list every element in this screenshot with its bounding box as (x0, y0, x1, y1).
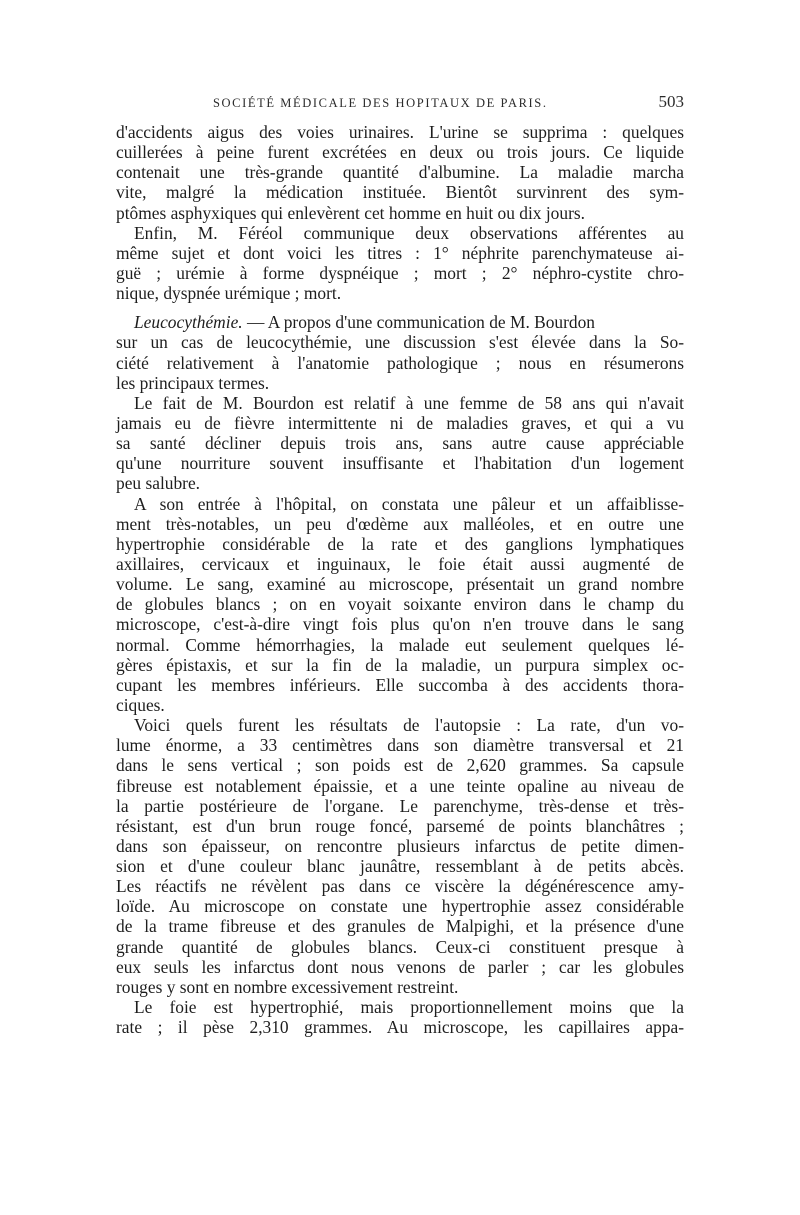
text-line: Enfin, M. Féréol communique deux observations afférentes au (134, 222, 684, 243)
paragraph-foie (116, 997, 684, 1037)
paragraph-accidents-aigus (116, 122, 684, 223)
text-line: vite, malgré la médication instituée. Bientôt survinrent des sym- (116, 182, 684, 203)
text-line: rate ; il pèse 2,310 grammes. Au microscope, les capillaires appa- (116, 1017, 684, 1038)
text-line: dans son épaisseur, on rencontre plusieurs infarctus de petite dimen- (116, 835, 684, 856)
text-line: même sujet et dont voici les titres : 1° néphrite parenchymateuse ai- (116, 242, 684, 263)
paragraph-entree-hopital (116, 494, 684, 716)
text-line: Le fait de M. Bourdon est relatif à une femme de 58 ans qui n'avait (134, 392, 684, 413)
text-line: cupant les membres inférieurs. Elle succomba à des accidents thora- (116, 674, 684, 695)
text-line (116, 312, 684, 332)
paragraph-autopsie (116, 715, 684, 997)
paragraph-fereol (116, 223, 684, 304)
text-line: Voici quels furent les résultats de l'autopsie : La rate, d'un vo- (134, 715, 684, 736)
text-line: nique, dyspnée urémique ; mort. (116, 283, 342, 304)
text-line: rouges y sont en nombre excessivement restreint. (116, 976, 459, 997)
text-line: microscope, c'est-à-dire vingt fois plus qu'on n'en trouve dans le sang (116, 614, 684, 635)
text-line: ment très-notables, un peu d'œdème aux malléoles, et en outre une (116, 513, 684, 534)
text-line: d'accidents aigus des voies urinaires. L'urine se supprima : quelques (116, 122, 684, 142)
text-run: — A propos d'une communication de M. Bourdon (242, 312, 596, 333)
paragraph-fait-bourdon (116, 393, 684, 494)
text-line: fibreuse est notablement épaissie, et a une teinte opaline au niveau de (116, 775, 684, 796)
text-line: contenait une très-grande quantité d'albumine. La maladie marcha (116, 162, 684, 183)
text-line: résistant, est d'un brun rouge foncé, parsemé de points blanchâtres ; (116, 815, 684, 836)
page-number: 503 (658, 92, 684, 111)
section-heading: Leucocythémie. (134, 312, 243, 333)
text-line: la partie postérieure de l'organe. Le parenchyme, très-dense et très- (116, 795, 684, 816)
text-line: ptômes asphyxiques qui enlevèrent cet homme en huit ou dix jours. (116, 202, 585, 223)
text-line: Les réactifs ne révèlent pas dans ce viscère la dégénérescence amy- (116, 876, 684, 897)
text-line: loïde. Au microscope on constate une hypertrophie assez considérable (116, 896, 684, 917)
text-line: sion et d'une couleur blanc jaunâtre, ressemblant à de petits abcès. (116, 856, 684, 877)
text-line: Le foie est hypertrophié, mais proportionnellement moins que la (134, 997, 684, 1018)
text-line: jamais eu de fièvre intermittente ni de maladies graves, et qui a vu (116, 412, 684, 433)
text-line: ciété relativement à l'anatomie pathologique ; nous en résumerons (116, 352, 684, 373)
text-line: normal. Comme hémorrhagies, la malade eut seulement quelques lé- (116, 634, 684, 655)
running-title: SOCIÉTÉ MÉDICALE DES HOPITAUX DE PARIS. (213, 96, 548, 110)
text-line: les principaux termes. (116, 372, 270, 393)
page-header (116, 92, 684, 122)
text-line: lume énorme, a 33 centimètres dans son diamètre transversal et 21 (116, 735, 684, 756)
text-line: A son entrée à l'hôpital, on constata une pâleur et un affaiblisse- (134, 493, 684, 514)
text-line: volume. Le sang, examiné au microscope, présentait un grand nombre (116, 574, 684, 595)
text-line: eux seuls les infarctus dont nous venons de parler ; car les globules (116, 956, 684, 977)
text-line: peu salubre. (116, 473, 201, 494)
text-line: dans le sens vertical ; son poids est de 2,620 grammes. Sa capsule (116, 755, 684, 776)
text-line: sa santé décliner depuis trois ans, sans autre cause appréciable (116, 433, 684, 454)
paragraph-leucocythemie (116, 312, 684, 393)
text-line: de la trame fibreuse et des granules de Malpighi, et la présence d'une (116, 916, 684, 937)
text-line: qu'une nourriture souvent insuffisante et l'habitation d'un logement (116, 453, 684, 474)
document-page (116, 92, 684, 1038)
text-line: axillaires, cervicaux et inguinaux, le foie était aussi augmenté de (116, 553, 684, 574)
text-line: gères épistaxis, et sur la fin de la maladie, un purpura simplex oc- (116, 654, 684, 675)
text-line: guë ; urémie à forme dyspnéique ; mort ; 2° néphro-cystite chro- (116, 262, 684, 283)
text-line: de globules blancs ; on en voyait soixante environ dans le champ du (116, 594, 684, 615)
text-line: hypertrophie considérable de la rate et des ganglions lymphatiques (116, 533, 684, 554)
text-line: grande quantité de globules blancs. Ceux-ci constituent presque à (116, 936, 684, 957)
text-line: ciques. (116, 694, 165, 715)
text-line: sur un cas de leucocythémie, une discussion s'est élevée dans la So- (116, 332, 684, 353)
text-line: cuillerées à peine furent excrétées en deux ou trois jours. Ce liquide (116, 142, 684, 163)
